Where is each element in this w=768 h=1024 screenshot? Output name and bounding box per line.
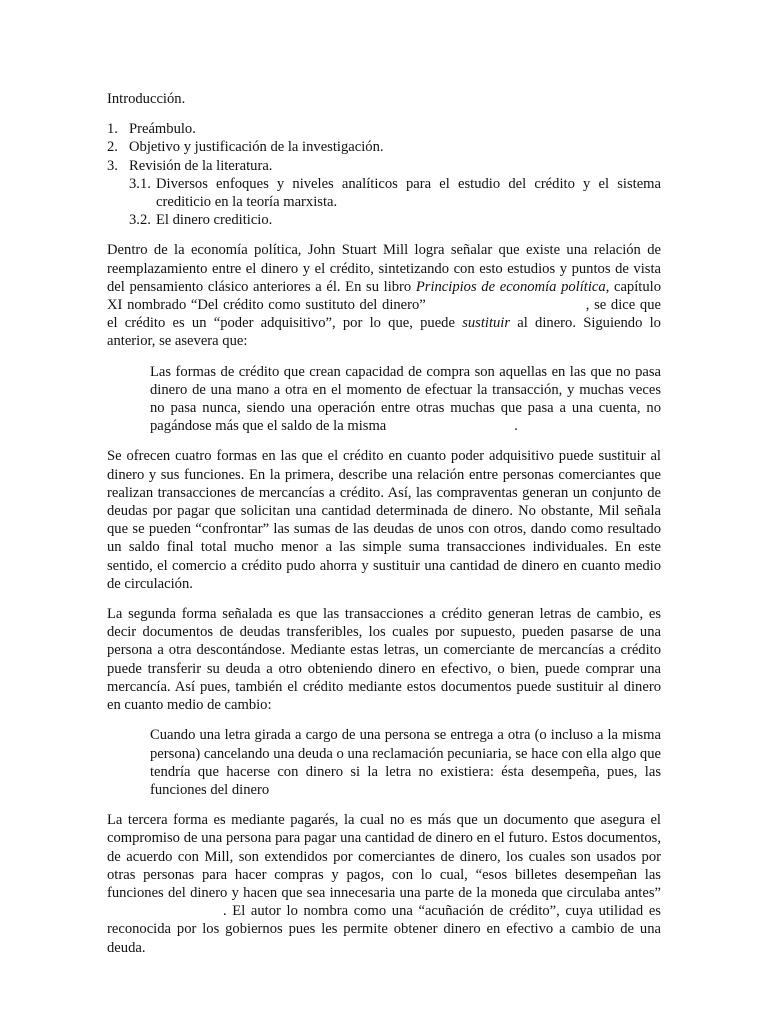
emphasized-word: sustituir xyxy=(462,315,511,332)
toc-item-text: Preámbulo. xyxy=(129,121,196,138)
document-page xyxy=(107,90,661,969)
toc-subitem-number: 3.2. xyxy=(129,212,151,229)
paragraph-text: al dinero. Siguiendo lo anterior, se asevera que: xyxy=(107,315,661,350)
block-quote-bill-of-exchange: Cuando una letra girada a cargo de una persona se entrega a otra (o incluso a la misma persona) cancelando una deuda o una reclamación pecuniaria, se hace con ella algo que tendría que hacerse con dinero si la letra no existiera: ésta desempeña, pues, las funciones del dinero xyxy=(150,727,661,798)
intro-heading: Introducción. xyxy=(107,91,186,107)
paragraph-text: , capítulo XI nombrado “Del crédito como sustituto del dinero” xyxy=(107,278,661,314)
paragraph-text: Dentro de la economía política, John Stuart Mill logra señalar que existe una relación de reemplazamiento entre el dinero y el crédito, sintetizando con esto estudios y puntos de vista del pensamiento clásico anteriores a él. En su libro xyxy=(107,242,661,295)
toc-item-text: Revisión de la literatura. xyxy=(129,157,273,174)
quote-text: . xyxy=(514,418,518,435)
toc-item-text: Objetivo y justificación de la investigación. xyxy=(129,139,384,156)
paragraph-third-form xyxy=(107,811,661,957)
paragraph-text: La tercera forma es mediante pagarés, la cual no es más que un documento que asegura el compromiso de una persona para pagar una cantidad de dinero en el futuro. Estos documentos, de acuerdo con Mill, son extendidos por comerciantes de dinero, los cuales son usados por otras personas para hacer compras y pagos, con lo cual, “esos billetes desempeñan las funciones del dinero y hacen que sea innecesaria una parte de la moneda que circulaba antes” xyxy=(107,812,661,901)
paragraph-first-form: Se ofrecen cuatro formas en las que el crédito en cuanto poder adquisitivo puede sustituir al dinero y sus funciones. En la primera, describe una relación entre personas comerciantes que realizan transacciones de mercancías a crédito. Así, las compraventas generan un conjunto de deudas por pagar que solicitan una cantidad determinada de dinero. No obstante, Mil señala que se pueden “confrontar” las sumas de las deudas de unos con otros, dando como resultado un saldo final total mucho menor a las simple suma transacciones individuales. En este sentido, el comercio a crédito pudo ahorra y sustituir una cantidad de dinero en cuanto medio de circulación. xyxy=(107,448,661,592)
paragraph-text: , se dice que el crédito es un “poder adquisitivo”, por lo que, puede xyxy=(107,297,661,332)
toc-item xyxy=(107,120,661,138)
paragraph-mill-intro xyxy=(107,241,661,350)
toc-subitem xyxy=(107,211,661,229)
table-of-contents xyxy=(107,120,661,229)
toc-subitem-text: Diversos enfoques y niveles analíticos para el estudio del crédito y el sistema crediticio en la teoría marxista. xyxy=(156,175,661,211)
block-quote-credit-forms xyxy=(150,363,661,436)
paragraph-second-form: La segunda forma señalada es que las transacciones a crédito generan letras de cambio, es decir documentos de deudas transferibles, los cuales por supuesto, pueden pasarse de una persona a otra descontándose. Mediante estas letras, un comerciante de mercancías a crédito puede transferir su deuda a otro obteniendo dinero en efectivo, o bien, puede comprar una mercancía. Así pues, también el crédito mediante estos documentos puede sustituir al dinero en cuanto medio de cambio: xyxy=(107,606,661,714)
toc-subitem-text: El dinero crediticio. xyxy=(156,212,273,229)
toc-subitem-number: 3.1. xyxy=(129,175,151,192)
toc-subitem xyxy=(107,175,661,211)
toc-item-number: 3. xyxy=(107,157,118,174)
toc-item-number: 2. xyxy=(107,139,118,156)
book-title: Principios de economía política xyxy=(415,278,606,295)
toc-item xyxy=(107,138,661,156)
toc-item-number: 1. xyxy=(107,121,118,138)
quote-text: Las formas de crédito que crean capacidad de compra son aquellas en las que no pasa dinero de una mano a otra en el momento de efectuar la transacción, y muchas veces no pasa nunca, siendo una operación entre otras muchas que pasa a una cuenta, no pagándose más que el saldo de la misma xyxy=(150,363,661,435)
paragraph-text: . El autor lo nombra como una “acuñación de crédito”, cuya utilidad es reconocida por los gobiernos pues les permite obtener dinero en efectivo a cambio de una deuda. xyxy=(107,903,661,956)
toc-item xyxy=(107,157,661,175)
